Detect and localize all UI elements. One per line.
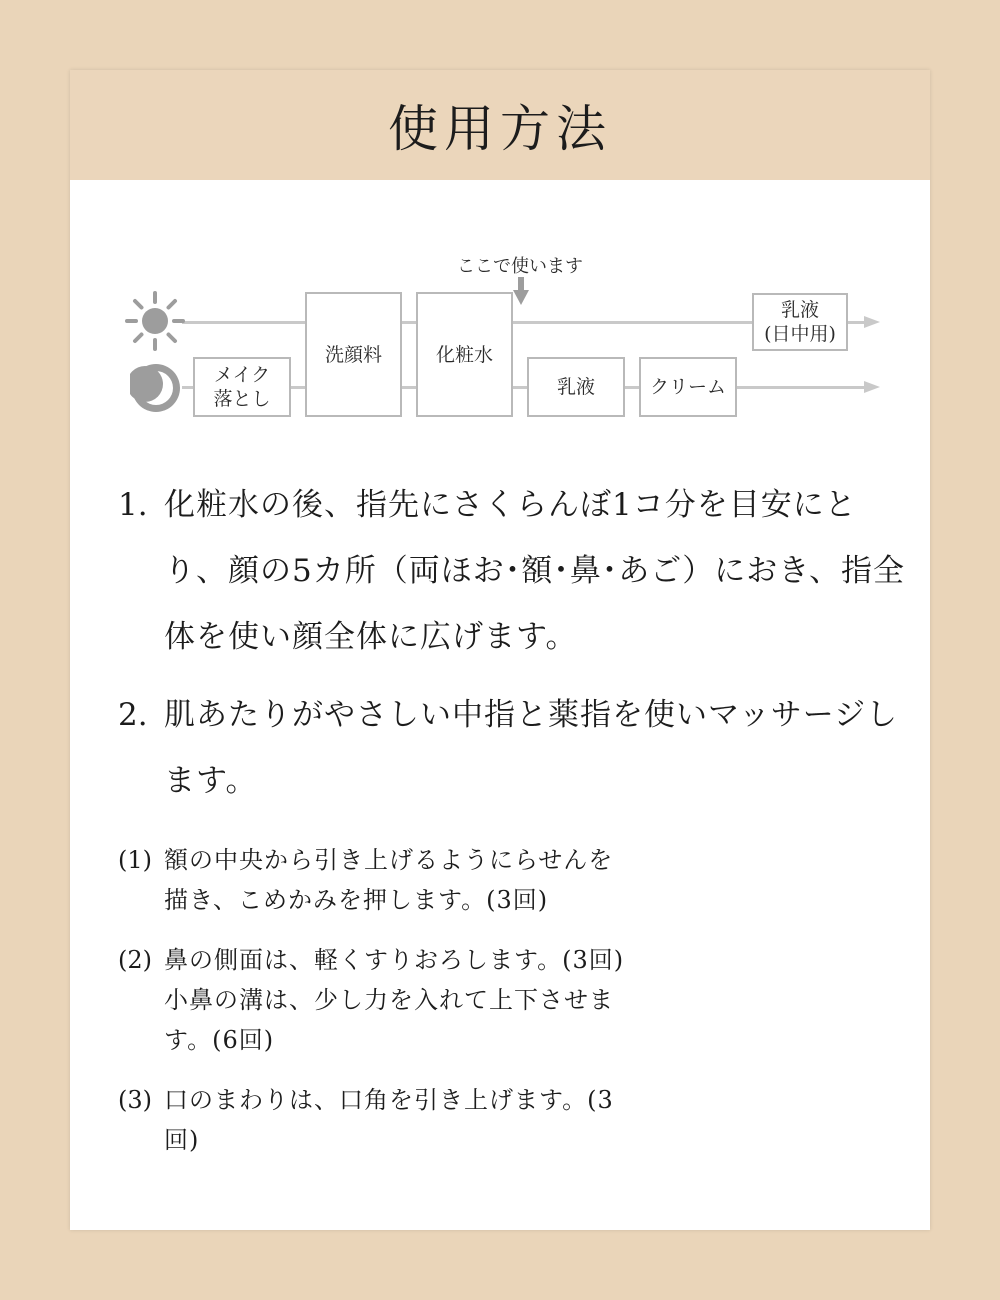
substep-number: (2) xyxy=(118,946,152,974)
substep-text: 口のまわりは、口角を引き上げます。(3回) xyxy=(164,1086,614,1154)
emulsion-label: 乳液 xyxy=(556,376,595,398)
usage-point-note: ここで使います xyxy=(457,256,583,277)
list-item xyxy=(118,840,638,920)
makeup-remover-label: メイク 落とし xyxy=(213,364,271,410)
card-header xyxy=(70,70,930,180)
emulsion-box xyxy=(527,357,625,417)
cream-label: クリーム xyxy=(649,376,726,398)
substep-text: 鼻の側面は、軽くすりおろします。(3回)小鼻の溝は、少し力を入れて上下させます。(6回) xyxy=(164,946,625,1054)
toner-label: 化粧水 xyxy=(435,343,493,366)
list-item xyxy=(118,1080,638,1160)
substep-number: (1) xyxy=(118,846,152,874)
down-arrow-icon xyxy=(513,277,529,305)
step-text: 肌あたりがやさしい中指と薬指を使いマッサージします。 xyxy=(164,697,899,799)
moon-icon xyxy=(130,362,182,414)
day-emulsion-label: 乳液 (日中用) xyxy=(764,299,836,345)
face-wash-label: 洗顔料 xyxy=(324,343,382,366)
step-number: 1. xyxy=(118,487,148,523)
night-flow-arrowhead xyxy=(864,381,880,393)
day-emulsion-box xyxy=(752,293,848,351)
list-item xyxy=(118,682,908,814)
massage-substeps-list xyxy=(118,840,638,1180)
day-flow-arrowhead xyxy=(864,316,880,328)
face-wash-box xyxy=(305,292,402,417)
sun-icon xyxy=(124,290,186,352)
cream-box xyxy=(639,357,737,417)
makeup-remover-box xyxy=(193,357,291,417)
substep-number: (3) xyxy=(118,1086,152,1114)
main-steps-list xyxy=(118,472,908,826)
toner-box xyxy=(416,292,513,417)
list-item xyxy=(118,940,638,1060)
substep-text: 額の中央から引き上げるようにらせんを描き、こめかみを押します。(3回) xyxy=(164,846,614,914)
list-item xyxy=(118,472,908,670)
step-text: 化粧水の後、指先にさくらんぼ1コ分を目安にとり、顔の5カ所（両ほお･額･鼻･あご）におき、指全体を使い顔全体に広げます。 xyxy=(164,487,905,655)
page-title: 使用方法 xyxy=(388,100,612,158)
step-number: 2. xyxy=(118,697,148,733)
